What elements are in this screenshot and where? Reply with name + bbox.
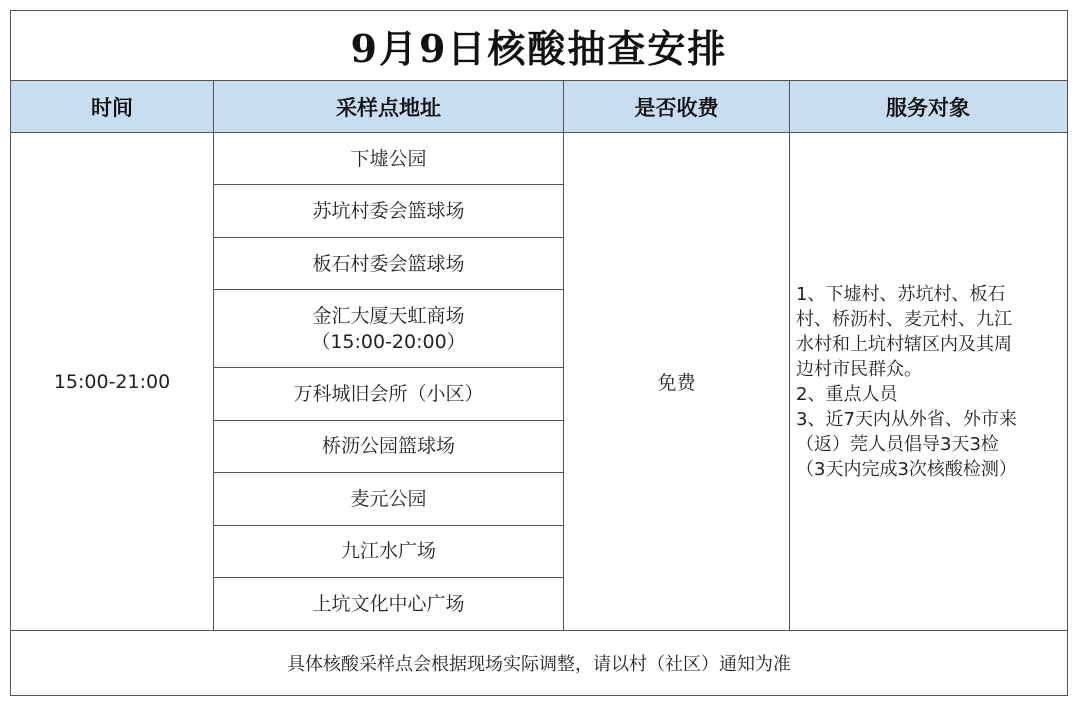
target-line: （返）莞人员倡导3天3检 (796, 433, 999, 455)
site-name: 板石村委会篮球场 (312, 252, 465, 275)
header-time: 时间 (11, 81, 214, 132)
header-target: 服务对象 (886, 95, 970, 120)
site-item (214, 133, 563, 185)
target-cell (790, 133, 1066, 630)
target-text (796, 282, 1017, 482)
target-line: 水村和上坑村辖区内及其周 (796, 333, 1012, 355)
table-title: 9月9日核酸抽查安排 (11, 11, 1067, 81)
site-name: 金汇大厦天虹商场 (312, 304, 465, 327)
site-name: 万科城旧会所（小区） (293, 383, 484, 405)
site-name: 苏坑村委会篮球场 (312, 200, 465, 223)
target-line: 3、近7天内从外省、外市来 (796, 408, 1017, 430)
schedule-table (10, 10, 1068, 696)
target-line: 2、重点人员 (796, 383, 898, 405)
site-item (214, 473, 563, 525)
site-item (214, 578, 563, 630)
site-name: 麦元公园 (350, 487, 427, 510)
footer-note: 具体核酸采样点会根据现场实际调整，请以村（社区）通知为准 (287, 653, 791, 675)
header-row (11, 81, 1067, 133)
site-hours: （15:00-20:00） (311, 330, 466, 353)
site-name: 桥沥公园篮球场 (321, 435, 455, 458)
site-list (214, 133, 564, 630)
fee-cell: 免费 (564, 133, 790, 630)
header-site: 采样点地址 (214, 81, 564, 132)
target-line: 村、桥沥村、麦元村、九江 (796, 308, 1012, 330)
site-item (214, 290, 563, 368)
body-row (11, 133, 1067, 631)
site-item (214, 368, 563, 420)
site-item (214, 421, 563, 473)
site-name: 上坑文化中心广场 (312, 593, 465, 616)
site-item (214, 238, 563, 290)
site-item (214, 185, 563, 237)
header-fee: 是否收费 (564, 81, 790, 132)
target-line: 1、下墟村、苏坑村、板石 (796, 283, 1006, 305)
target-line: 边村市民群众。 (796, 358, 922, 380)
site-item (214, 526, 563, 578)
time-cell: 15:00-21:00 (11, 133, 214, 630)
target-line: （3天内完成3次核酸检测） (796, 458, 1017, 480)
site-name: 九江水广场 (340, 540, 436, 563)
site-name: 下墟公园 (350, 147, 427, 170)
